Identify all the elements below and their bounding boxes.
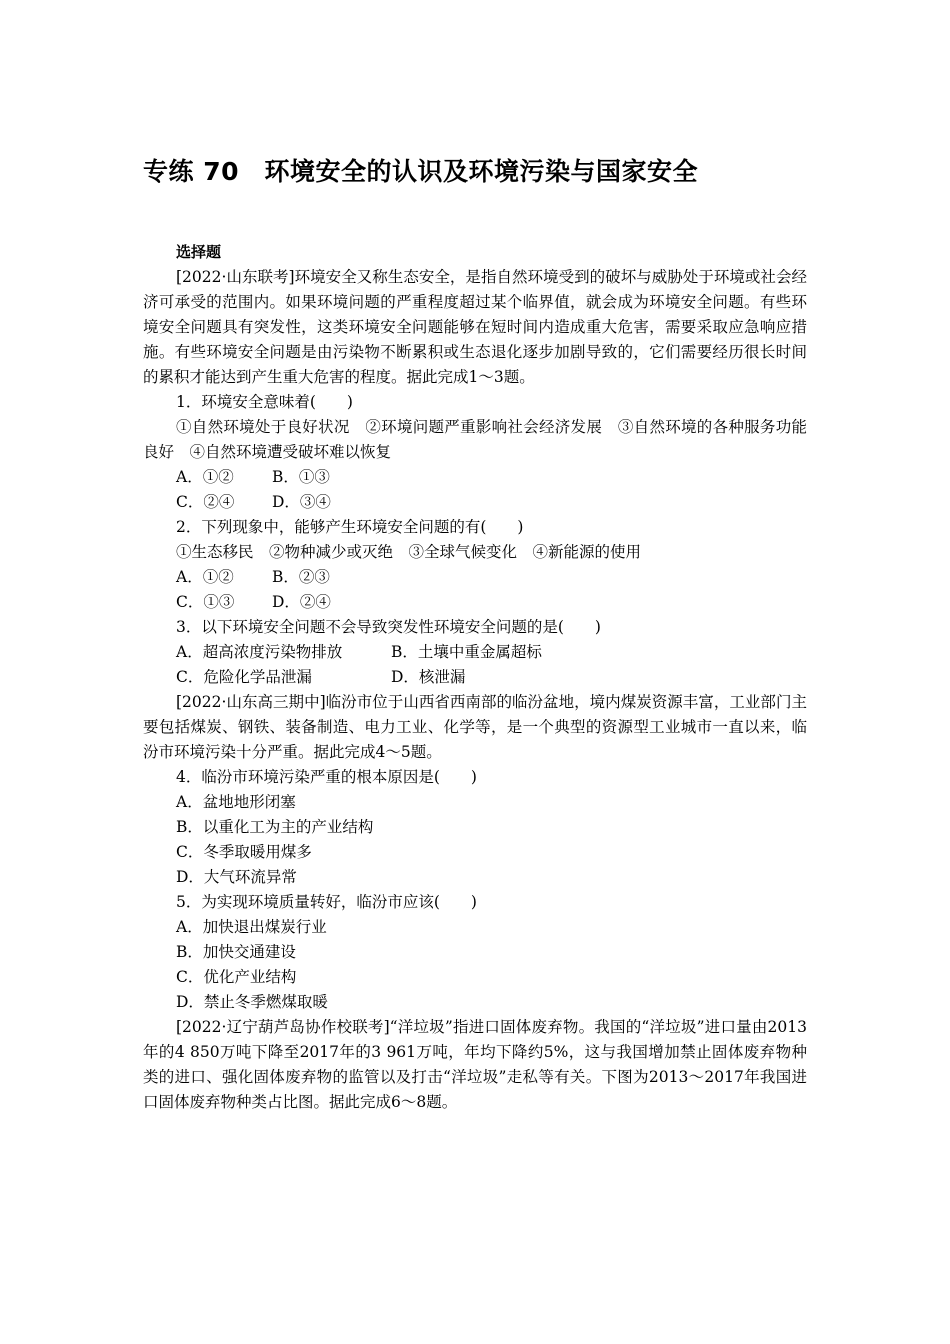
- question-4-option-c: C．冬季取暖用煤多: [176, 843, 312, 861]
- option-b: B．②③: [272, 568, 330, 586]
- option-c: C．危险化学品泄漏: [176, 668, 312, 686]
- option-a: A．超高浓度污染物排放: [176, 643, 343, 661]
- option-b: B．①③: [272, 468, 330, 486]
- passage-2: [2022·山东高三期中]临汾市位于山西省西南部的临汾盆地，境内煤炭资源丰富，工业部门主要包括煤炭、钢铁、装备制造、电力工业、化学等，是一个典型的资源型工业城市一直以来，临汾市环境污染十分严重。据此完成4～5题。: [143, 693, 807, 761]
- document-body: [143, 240, 807, 1115]
- question-1-options-row1: [143, 465, 807, 490]
- option-d: D．③④: [272, 493, 331, 511]
- option-d: D．核泄漏: [391, 668, 466, 686]
- question-4-option-b: B．以重化工为主的产业结构: [176, 818, 374, 836]
- option-b: B．土壤中重金属超标: [391, 643, 542, 661]
- question-5-option-d: D．禁止冬季燃煤取暖: [176, 993, 328, 1011]
- question-5-option-a: A．加快退出煤炭行业: [176, 918, 327, 936]
- passage-1: [2022·山东联考]环境安全又称生态安全，是指自然环境受到的破坏与威胁处于环境或社会经济可承受的范围内。如果环境问题的严重程度超过某个临界值，就会成为环境安全问题。有些环境安全问题具有突发性，这类环境安全问题能够在短时间内造成重大危害，需要采取应急响应措施。有些环境安全问题是由污染物不断累积或生态退化逐步加剧导致的，它们需要经历很长时间的累积才能达到产生重大危害的程度。据此完成1～3题。: [143, 268, 807, 386]
- option-c: C．①③: [176, 593, 235, 611]
- question-4-option-d: D．大气环流异常: [176, 868, 297, 886]
- question-3-stem: 3．以下环境安全问题不会导致突发性环境安全问题的是( ): [176, 618, 601, 636]
- option-a: A．①②: [176, 468, 234, 486]
- question-5-option-b: B．加快交通建设: [176, 943, 296, 961]
- option-d: D．②④: [272, 593, 331, 611]
- option-a: A．①②: [176, 568, 234, 586]
- question-2-options-row1: [143, 565, 807, 590]
- question-3-options-row1: [143, 640, 807, 665]
- option-c: C．②④: [176, 493, 235, 511]
- question-3-options-row2: [143, 665, 807, 690]
- question-4-stem: 4．临汾市环境污染严重的根本原因是( ): [176, 768, 477, 786]
- page-title: 专练 70 环境安全的认识及环境污染与国家安全: [143, 157, 698, 186]
- question-1-options-row2: [143, 490, 807, 515]
- question-1-stem: 1．环境安全意味着( ): [176, 393, 353, 411]
- question-4-option-a: A．盆地地形闭塞: [176, 793, 296, 811]
- section-heading: 选择题: [176, 243, 222, 261]
- question-5-stem: 5．为实现环境质量转好，临汾市应该( ): [176, 893, 477, 911]
- question-5-option-c: C．优化产业结构: [176, 968, 297, 986]
- question-2-items: ①生态移民 ②物种减少或灭绝 ③全球气候变化 ④新能源的使用: [176, 543, 642, 561]
- question-2-options-row2: [143, 590, 807, 615]
- question-2-stem: 2．下列现象中，能够产生环境安全问题的有( ): [176, 518, 524, 536]
- passage-3: [2022·辽宁葫芦岛协作校联考]“洋垃圾”指进口固体废弃物。我国的“洋垃圾”进口量由2013年的4 850万吨下降至2017年的3 961万吨，年均下降约5%，这与我国增加禁止固体废弃物种类的进口、强化固体废弃物的监管以及打击“洋垃圾”走私等有关。下图为2013～2017年我国进口固体废弃物种类占比图。据此完成6～8题。: [143, 1018, 807, 1111]
- question-1-items: ①自然环境处于良好状况 ②环境问题严重影响社会经济发展 ③自然环境的各种服务功能良好 ④自然环境遭受破坏难以恢复: [143, 418, 807, 461]
